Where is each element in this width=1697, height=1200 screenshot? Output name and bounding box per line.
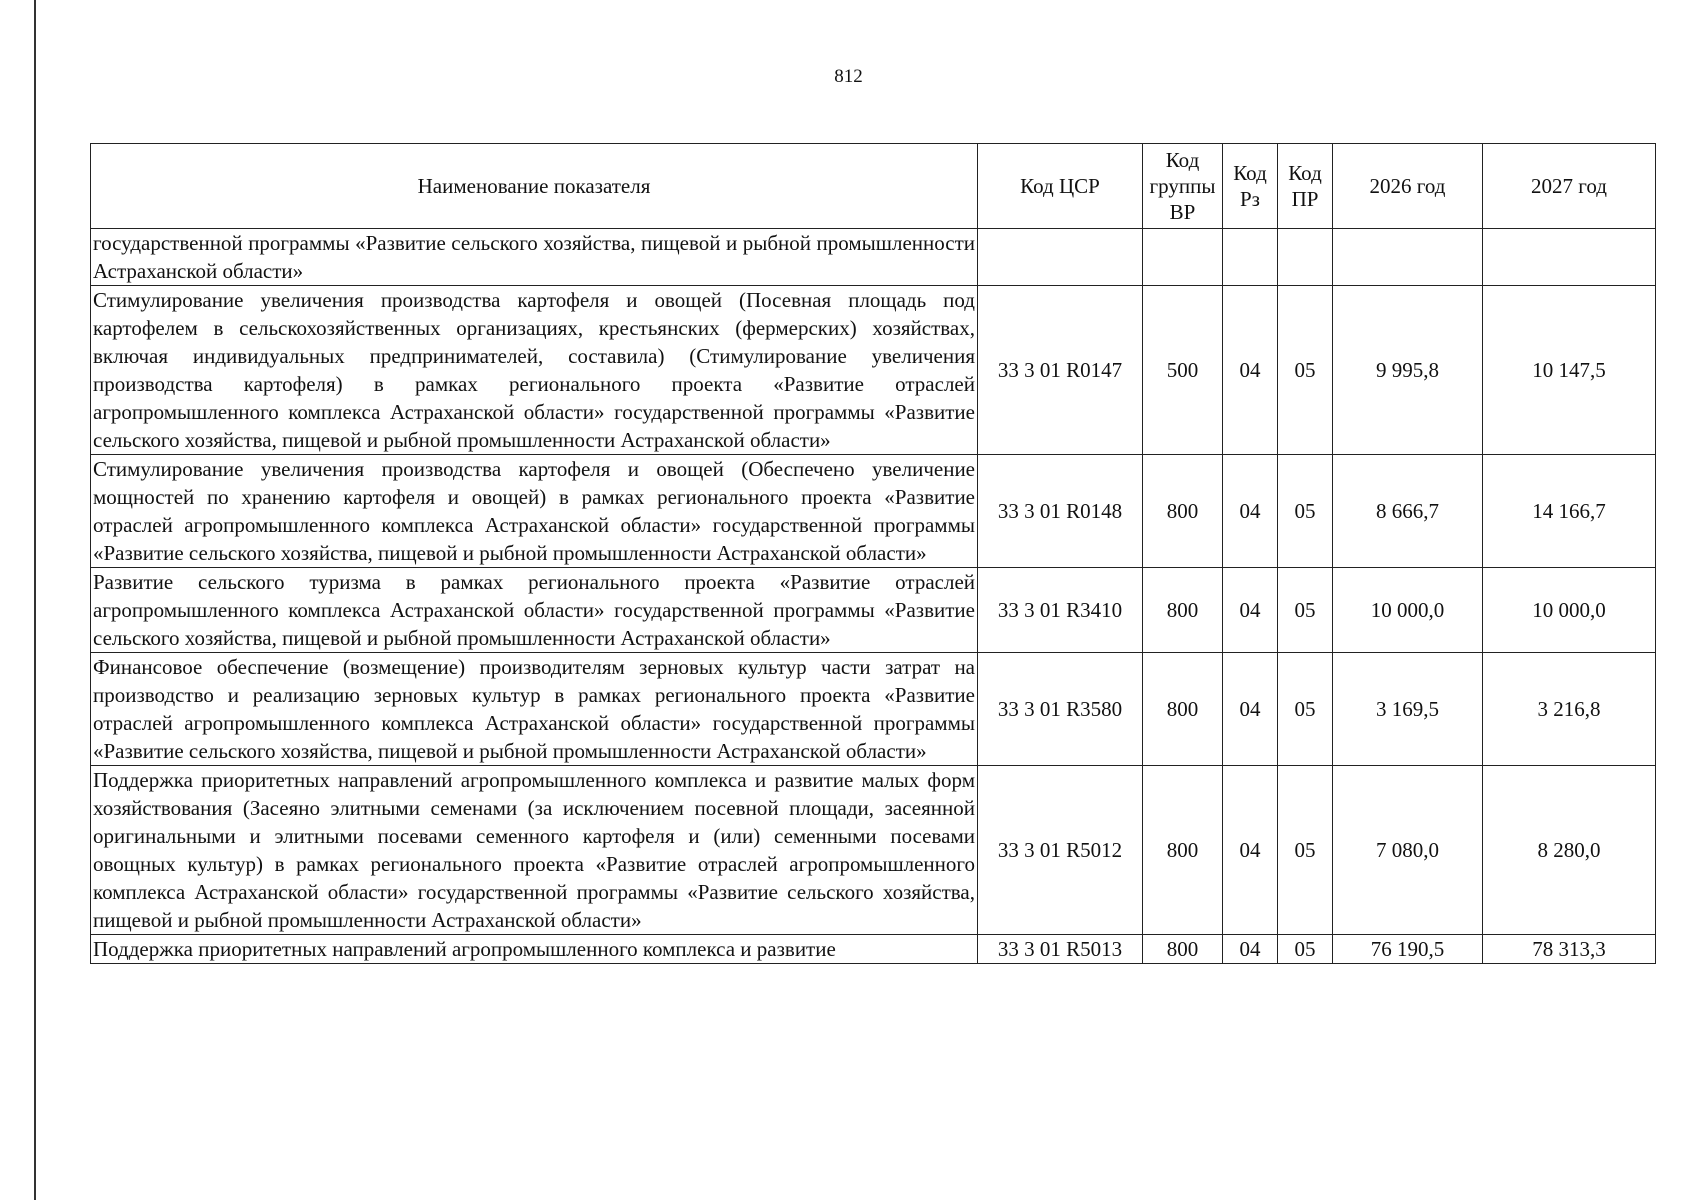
row-name: Поддержка приоритетных направлений агропромышленного комплекса и развитие малых форм хозяйствования (Засеяно элитными семенами (за исключением посевной площади, засеянной оригинальными и элитными посевами семенного картофеля и (или) семенными посевами овощных культур) в рамках регионального проекта «Развитие отраслей агропромышленного комплекса Астраханской области» государственной программы «Развитие сельского хозяйства, пищевой и рыбной промышленности Астраханской области»	[91, 766, 978, 935]
row-pr: 05	[1278, 568, 1333, 653]
row-vr: 500	[1143, 286, 1223, 455]
header-name: Наименование показателя	[91, 144, 978, 229]
row-vr: 800	[1143, 568, 1223, 653]
table-row	[91, 455, 1656, 568]
row-2026	[1333, 229, 1483, 286]
row-rz: 04	[1223, 568, 1278, 653]
row-2026: 7 080,0	[1333, 766, 1483, 935]
header-pr	[1278, 144, 1333, 229]
row-vr: 800	[1143, 935, 1223, 964]
header-rz	[1223, 144, 1278, 229]
row-rz: 04	[1223, 653, 1278, 766]
table-row	[91, 653, 1656, 766]
header-rz-line2: Рз	[1240, 187, 1260, 211]
header-vr-line1: Код	[1165, 148, 1200, 172]
header-csr: Код ЦСР	[978, 144, 1143, 229]
table-row	[91, 229, 1656, 286]
row-pr: 05	[1278, 455, 1333, 568]
row-name: Финансовое обеспечение (возмещение) производителям зерновых культур части затрат на производство и реализацию зерновых культур в рамках регионального проекта «Развитие отраслей агропромышленного комплекса Астраханской области» государственной программы «Развитие сельского хозяйства, пищевой и рыбной промышленности Астраханской области»	[91, 653, 978, 766]
row-pr: 05	[1278, 286, 1333, 455]
table-row	[91, 286, 1656, 455]
row-csr: 33 3 01 R5012	[978, 766, 1143, 935]
row-name: Стимулирование увеличения производства картофеля и овощей (Обеспечено увеличение мощностей по хранению картофеля и овощей) в рамках регионального проекта «Развитие отраслей агропромышленного комплекса Астраханской области» государственной программы «Развитие сельского хозяйства, пищевой и рыбной промышленности Астраханской области»	[91, 455, 978, 568]
row-rz: 04	[1223, 766, 1278, 935]
header-vr-line3: ВР	[1169, 200, 1196, 224]
budget-table	[90, 143, 1656, 964]
row-vr: 800	[1143, 455, 1223, 568]
header-rz-line1: Код	[1233, 161, 1267, 185]
row-2026: 3 169,5	[1333, 653, 1483, 766]
row-rz: 04	[1223, 935, 1278, 964]
row-csr: 33 3 01 R3410	[978, 568, 1143, 653]
row-2027: 78 313,3	[1483, 935, 1656, 964]
header-vr-line2: группы	[1149, 174, 1216, 198]
row-rz	[1223, 229, 1278, 286]
row-csr: 33 3 01 R0148	[978, 455, 1143, 568]
row-pr: 05	[1278, 653, 1333, 766]
row-2027: 10 000,0	[1483, 568, 1656, 653]
row-pr: 05	[1278, 766, 1333, 935]
row-pr: 05	[1278, 935, 1333, 964]
row-pr	[1278, 229, 1333, 286]
left-margin-line	[34, 0, 36, 1200]
row-name: Стимулирование увеличения производства картофеля и овощей (Посевная площадь под картофелем в сельскохозяйственных организациях, крестьянских (фермерских) хозяйствах, включая индивидуальных предпринимателей, составила) (Стимулирование увеличения производства картофеля) в рамках регионального проекта «Развитие отраслей агропромышленного комплекса Астраханской области» государственной программы «Развитие сельского хозяйства, пищевой и рыбной промышленности Астраханской области»	[91, 286, 978, 455]
header-vr	[1143, 144, 1223, 229]
table-header-row	[91, 144, 1656, 229]
table-row	[91, 766, 1656, 935]
header-pr-line2: ПР	[1291, 187, 1319, 211]
row-csr: 33 3 01 R3580	[978, 653, 1143, 766]
page-number: 812	[834, 66, 863, 87]
row-vr: 800	[1143, 766, 1223, 935]
row-rz: 04	[1223, 286, 1278, 455]
row-csr: 33 3 01 R5013	[978, 935, 1143, 964]
row-csr	[978, 229, 1143, 286]
header-2027: 2027 год	[1483, 144, 1656, 229]
row-rz: 04	[1223, 455, 1278, 568]
row-2027: 8 280,0	[1483, 766, 1656, 935]
row-2026: 76 190,5	[1333, 935, 1483, 964]
row-vr: 800	[1143, 653, 1223, 766]
row-2026: 8 666,7	[1333, 455, 1483, 568]
row-csr: 33 3 01 R0147	[978, 286, 1143, 455]
row-name: Поддержка приоритетных направлений агропромышленного комплекса и развитие	[91, 935, 978, 964]
row-2027: 3 216,8	[1483, 653, 1656, 766]
header-2026: 2026 год	[1333, 144, 1483, 229]
row-name: государственной программы «Развитие сельского хозяйства, пищевой и рыбной промышленности Астраханской области»	[91, 229, 978, 286]
row-2026: 9 995,8	[1333, 286, 1483, 455]
row-vr	[1143, 229, 1223, 286]
row-2027: 14 166,7	[1483, 455, 1656, 568]
row-2026: 10 000,0	[1333, 568, 1483, 653]
table-row	[91, 935, 1656, 964]
row-name: Развитие сельского туризма в рамках регионального проекта «Развитие отраслей агропромышленного комплекса Астраханской области» государственной программы «Развитие сельского хозяйства, пищевой и рыбной промышленности Астраханской области»	[91, 568, 978, 653]
table-row	[91, 568, 1656, 653]
header-pr-line1: Код	[1288, 161, 1322, 185]
row-2027	[1483, 229, 1656, 286]
row-2027: 10 147,5	[1483, 286, 1656, 455]
